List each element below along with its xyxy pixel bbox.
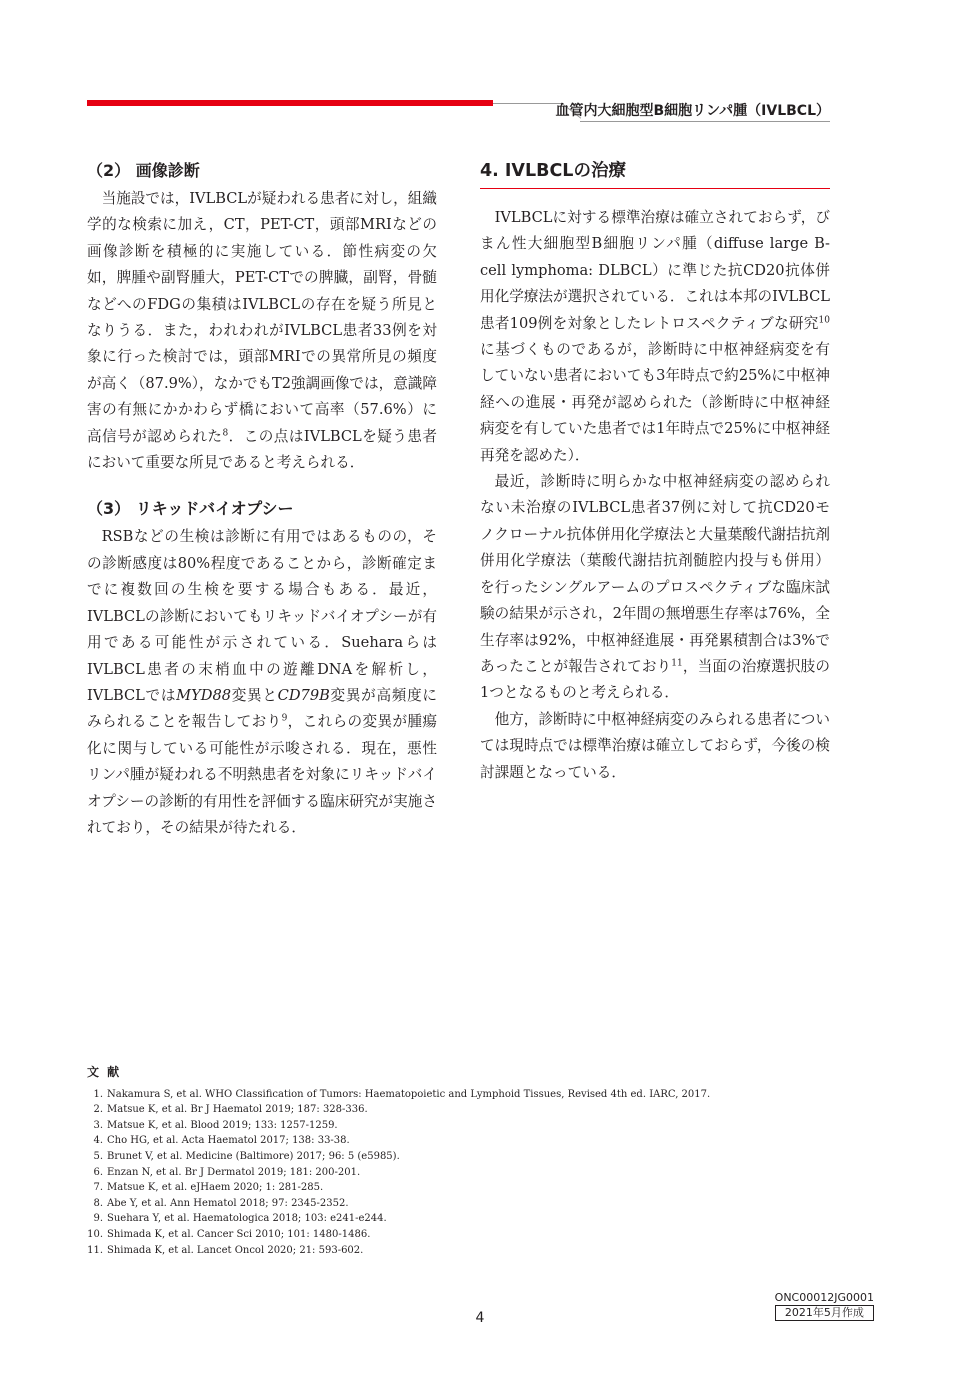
reference-text: Enzan N, et al. Br J Dermatol 2019; 181: 200-201. <box>107 1166 361 1178</box>
running-header-title: 血管内大細胞型B細胞リンパ腫（IVLBCL） <box>555 103 830 119</box>
right-column <box>480 158 830 786</box>
reference-number: 2. <box>93 1104 103 1116</box>
reference-item <box>87 1180 847 1196</box>
reference-number: 4. <box>93 1135 103 1147</box>
reference-number: 6. <box>93 1166 103 1178</box>
reference-text: Matsue K, et al. Br J Haematol 2019; 187: 328-336. <box>107 1104 368 1116</box>
reference-number: 1. <box>93 1088 103 1100</box>
header-rule <box>493 103 563 104</box>
reference-item <box>87 1118 847 1134</box>
citation: 10 <box>818 315 830 326</box>
paragraph-treatment-1: IVLBCLに対する標準治療は確立されておらず，びまん性大細胞型B細胞リンパ腫（diffuse large B-cell lymphoma: DLBCL）に準じた抗CD20抗体併用化学療法が選択されている．これは本邦のIVLBCL患者109例を対象としたレトロスペクティブな研究$^{10}$に基づくものであるが，診断時に中枢神経病変を有していない患者においても3年時点で約25%に中枢神経への進展・再発が認められた（診断時に中枢神経病変を有していた患者では1年時点で25%に中枢神経再発を認めた）． <box>480 209 830 464</box>
reference-item <box>87 1149 847 1165</box>
reference-text: Cho HG, et al. Acta Haematol 2017; 138: 33-38. <box>107 1135 350 1147</box>
reference-item <box>87 1227 847 1243</box>
citation: 9 <box>281 713 288 724</box>
reference-item <box>87 1196 847 1212</box>
paragraph-treatment-2: 最近，診断時に明らかな中枢神経病変の認められない未治療のIVLBCL患者37例に対して抗CD20モノクローナル抗体併用化学療法と大量葉酸代謝拮抗剤併用化学療法（葉酸代謝拮抗剤髄腔内投与も併用）を行ったシングルアームのプロスペクティブな臨床試験の結果が示され，2年間の無増悪生存率は76%，全生存率は92%，中枢神経進展・再発累積割合は3%であったことが報告されており$^{11}$，当面の治療選択肢の1つとなるものと考えられる． <box>480 473 830 702</box>
reference-text: Matsue K, et al. Blood 2019; 133: 1257-1259. <box>107 1119 338 1131</box>
reference-item <box>87 1087 847 1103</box>
citation: 11 <box>671 658 683 669</box>
header-rule-lower <box>580 121 830 122</box>
header-accent-bar <box>87 100 493 106</box>
reference-number: 9. <box>93 1213 103 1225</box>
section-heading-liquid-biopsy: （3） リキッドバイオプシー <box>87 499 294 519</box>
reference-text: Shimada K, et al. Cancer Sci 2010; 101: 1480-1486. <box>107 1228 371 1240</box>
reference-item <box>87 1211 847 1227</box>
paragraph-imaging: 当施設では，IVLBCLが疑われる患者に対し，組織学的な検索に加え，CT，PET-CT，頭部MRIなどの画像診断を積極的に実施している．節性病変の欠如，脾腫や副腎腫大，PET-CTでの脾臓，副腎，骨髄などへのFDGの集積はIVLBCLの存在を疑う所見となりうる．また，われわれがIVLBCL患者33例を対象に行った検討では，頭部MRIでの異常所見の頻度が高く（87.9%），なかでもT2強調画像では，意識障害の有無にかかわらず橋において高率（57.6%）に高信号が認められた$^8$．この点はIVLBCLを疑う患者において重要な所見であると考えられる． <box>87 190 437 472</box>
section-heading-imaging: （2） 画像診断 <box>87 161 200 180</box>
reference-item <box>87 1102 847 1118</box>
page-number: 4 <box>475 1310 485 1326</box>
reference-text: Suehara Y, et al. Haematologica 2018; 103: e241-e244. <box>107 1213 387 1225</box>
paragraph-treatment-3: 他方，診断時に中枢神経病変のみられる患者については現時点では標準治療は確立しておらず，今後の検討課題となっている． <box>480 710 830 781</box>
reference-text: Brunet V, et al. Medicine (Baltimore) 2017; 96: 5 (e5985). <box>107 1150 400 1162</box>
gene-name: CD79B <box>277 686 330 704</box>
reference-number: 10. <box>87 1228 103 1240</box>
reference-number: 11. <box>87 1244 103 1256</box>
reference-item <box>87 1165 847 1181</box>
reference-item <box>87 1133 847 1149</box>
citation: 8 <box>222 428 229 439</box>
reference-text: Matsue K, et al. eJHaem 2020; 1: 281-285. <box>107 1182 324 1194</box>
left-column <box>87 158 437 841</box>
reference-text: Abe Y, et al. Ann Hematol 2018; 97: 2345-2352. <box>107 1197 349 1209</box>
reference-text: Shimada K, et al. Lancet Oncol 2020; 21: 593-602. <box>107 1244 364 1256</box>
references-heading: 文 献 <box>87 1065 122 1079</box>
reference-text: Nakamura S, et al. WHO Classification of Tumors: Haematopoietic and Lymphoid Tissues, Revised 4th ed. IARC, 2017. <box>107 1088 711 1100</box>
references <box>87 1065 847 1258</box>
section-heading-treatment: 4. IVLBCLの治療 <box>480 158 830 189</box>
gene-name: MYD88 <box>176 686 232 704</box>
references-list <box>87 1087 847 1259</box>
reference-number: 7. <box>93 1182 103 1194</box>
paragraph-liquid-biopsy: RSBなどの生検は診断に有用ではあるものの，その診断感度は80%程度であることから，診断確定までに複数回の生検を要する場合もある．最近，IVLBCLの診断においてもリキッドバイオプシーが有用である可能性が示されている．SueharaらはIVLBCL患者の末梢血中の遊離DNAを解析し，IVLBCLではMYD88変異とCD79B変異が高頻度にみられることを報告しており$^9$，これらの変異が腫瘍化に関与している可能性が示唆される．現在，悪性リンパ腫が疑われる不明熱患者を対象にリキッドバイオプシーの診断的有用性を評価する臨床研究が実施されており，その結果が待たれる． <box>87 528 437 836</box>
reference-item <box>87 1243 847 1259</box>
reference-number: 8. <box>93 1197 103 1209</box>
document-code: ONC00012JG0001 <box>774 1291 874 1304</box>
creation-date: 2021年5月作成 <box>775 1305 874 1321</box>
reference-number: 3. <box>93 1119 103 1131</box>
reference-number: 5. <box>93 1150 103 1162</box>
